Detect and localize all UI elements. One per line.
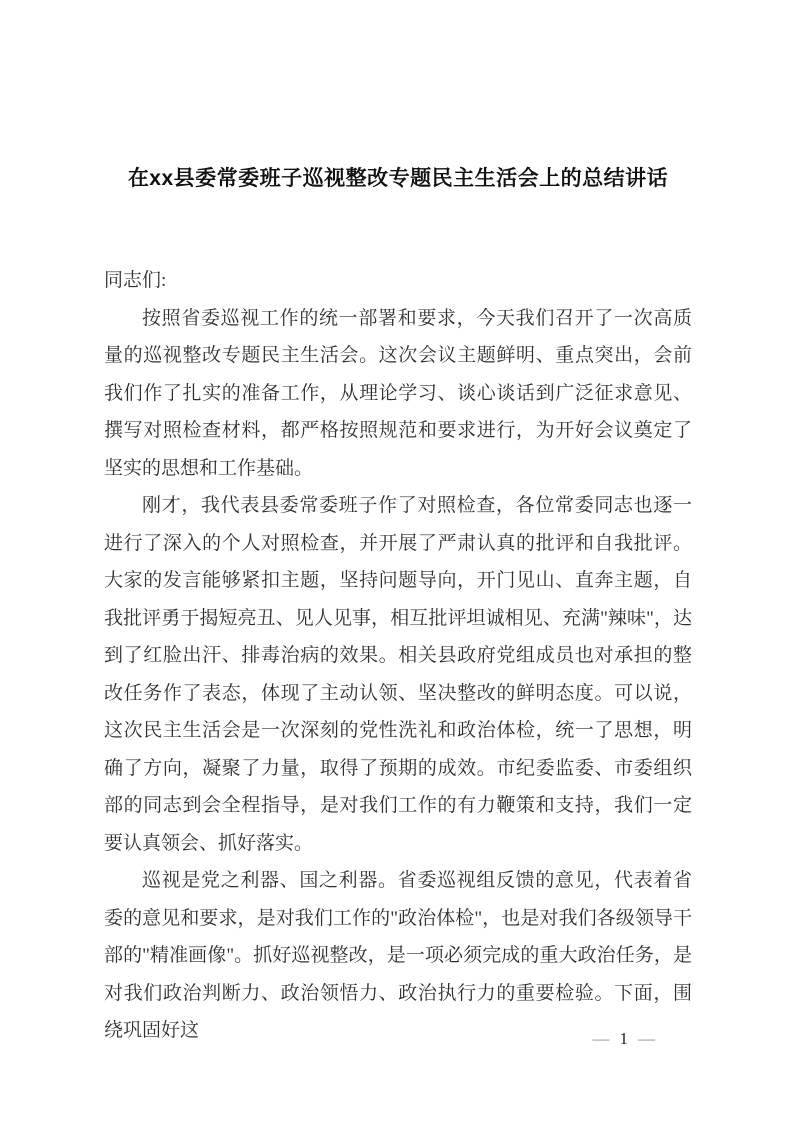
document-content	[104, 0, 692, 1050]
page-number-left-dash: —	[592, 1029, 610, 1048]
document-body	[104, 262, 692, 1050]
paragraph-1: 按照省委巡视工作的统一部署和要求，今天我们召开了一次高质量的巡视整改专题民主生活会。这次会议主题鲜明、重点突出，会前我们作了扎实的准备工作，从理论学习、谈心谈话到广泛征求意见、撰写对照检查材料，都严格按照规范和要求进行，为开好会议奠定了坚实的思想和工作基础。	[104, 307, 692, 479]
document-title: 在xx县委常委班子巡视整改专题民主生活会上的总结讲话	[127, 167, 669, 190]
salutation: 同志们:	[104, 270, 167, 291]
paragraph-2: 刚才，我代表县委常委班子作了对照检查，各位常委同志也逐一进行了深入的个人对照检查，并开展了严肃认真的批评和自我批评。大家的发言能够紧扣主题，坚持问题导向，开门见山、直奔主题，自我批评勇于揭短亮丑、见人见事，相互批评坦诚相见、充满"辣味"，达到了红脸出汗、排毒治病的效果。相关县政府党组成员也对承担的整改任务作了表态，体现了主动认领、坚决整改的鲜明态度。可以说，这次民主生活会是一次深刻的党性洗礼和政治体检，统一了思想，明确了方向，凝聚了力量，取得了预期的成效。市纪委监委、市委组织部的同志到会全程指导，是对我们工作的有力鞭策和支持，我们一定要认真领会、抓好落实。	[104, 495, 692, 854]
paragraph-3: 巡视是党之利器、国之利器。省委巡视组反馈的意见，代表着省委的意见和要求，是对我们工作的"政治体检"，也是对我们各级领导干部的"精准画像"。抓好巡视整改，是一项必须完成的重大政治任务，是对我们政治判断力、政治领悟力、政治执行力的重要检验。下面，围绕巩固好这	[104, 870, 692, 1041]
page-number	[588, 1028, 661, 1050]
page-number-right-dash: —	[638, 1029, 655, 1048]
page-number-value: 1	[619, 1029, 628, 1048]
